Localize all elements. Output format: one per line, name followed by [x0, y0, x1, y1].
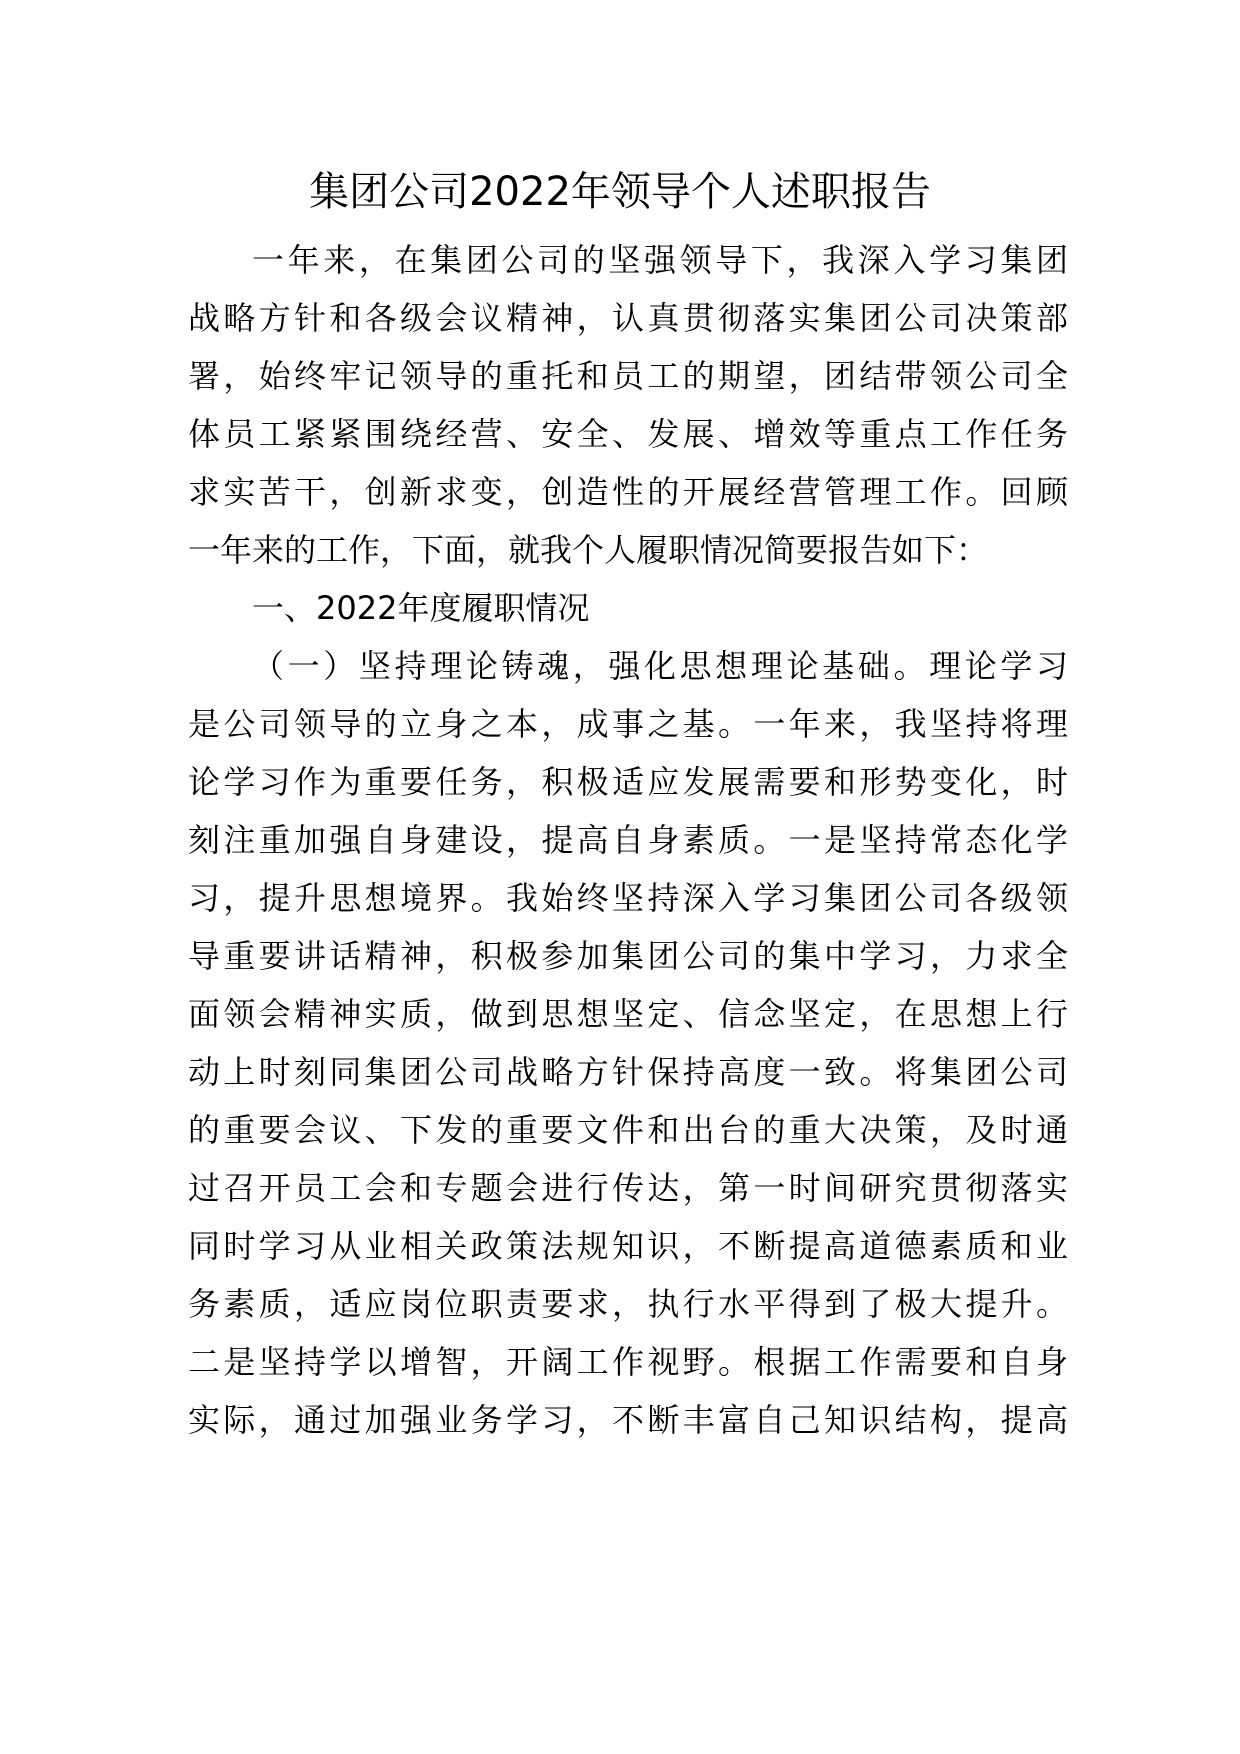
- paragraph-line: 的重要会议、下发的重要文件和出台的重大决策，及时通: [188, 1111, 1068, 1149]
- paragraph-line: 求实苦干，创新求变，创造性的开展经营管理工作。回顾: [188, 473, 1068, 511]
- paragraph-line: 导重要讲话精神，积极参加集团公司的集中学习，力求全: [188, 937, 1068, 975]
- paragraph-line: 是公司领导的立身之本，成事之基。一年来，我坚持将理: [188, 705, 1068, 743]
- paragraph-line: 刻注重加强自身建设，提高自身素质。一是坚持常态化学: [188, 821, 1068, 859]
- paragraph-line: 习，提升思想境界。我始终坚持深入学习集团公司各级领: [188, 879, 1068, 917]
- paragraph-line: 过召开员工会和专题会进行传达，第一时间研究贯彻落实: [188, 1169, 1068, 1207]
- section-heading: 一、2022年度履职情况: [252, 589, 590, 627]
- paragraph-line: 战略方针和各级会议精神，认真贯彻落实集团公司决策部: [188, 299, 1068, 337]
- paragraph-line: 一年来，在集团公司的坚强领导下，我深入学习集团: [252, 241, 1068, 279]
- paragraph-line: 同时学习从业相关政策法规知识，不断提高道德素质和业: [188, 1227, 1068, 1265]
- paragraph-line: 实际，通过加强业务学习，不断丰富自己知识结构，提高: [188, 1401, 1068, 1439]
- paragraph-line: 务素质，适应岗位职责要求，执行水平得到了极大提升。: [188, 1285, 1068, 1323]
- paragraph-line: 面领会精神实质，做到思想坚定、信念坚定，在思想上行: [188, 995, 1068, 1033]
- paragraph-line: 二是坚持学以增智，开阔工作视野。根据工作需要和自身: [188, 1343, 1068, 1381]
- paragraph-line: 论学习作为重要任务，积极适应发展需要和形势变化，时: [188, 763, 1068, 801]
- paragraph-line: （一）坚持理论铸魂，强化思想理论基础。理论学习: [252, 647, 1068, 685]
- paragraph-line: 动上时刻同集团公司战略方针保持高度一致。将集团公司: [188, 1053, 1068, 1091]
- paragraph-line: 署，始终牢记领导的重托和员工的期望，团结带领公司全: [188, 357, 1068, 395]
- document-title: 集团公司2022年领导个人述职报告: [309, 169, 931, 215]
- paragraph-line: 体员工紧紧围绕经营、安全、发展、增效等重点工作任务: [188, 415, 1068, 453]
- paragraph-line: 一年来的工作，下面，就我个人履职情况简要报告如下：: [188, 531, 989, 569]
